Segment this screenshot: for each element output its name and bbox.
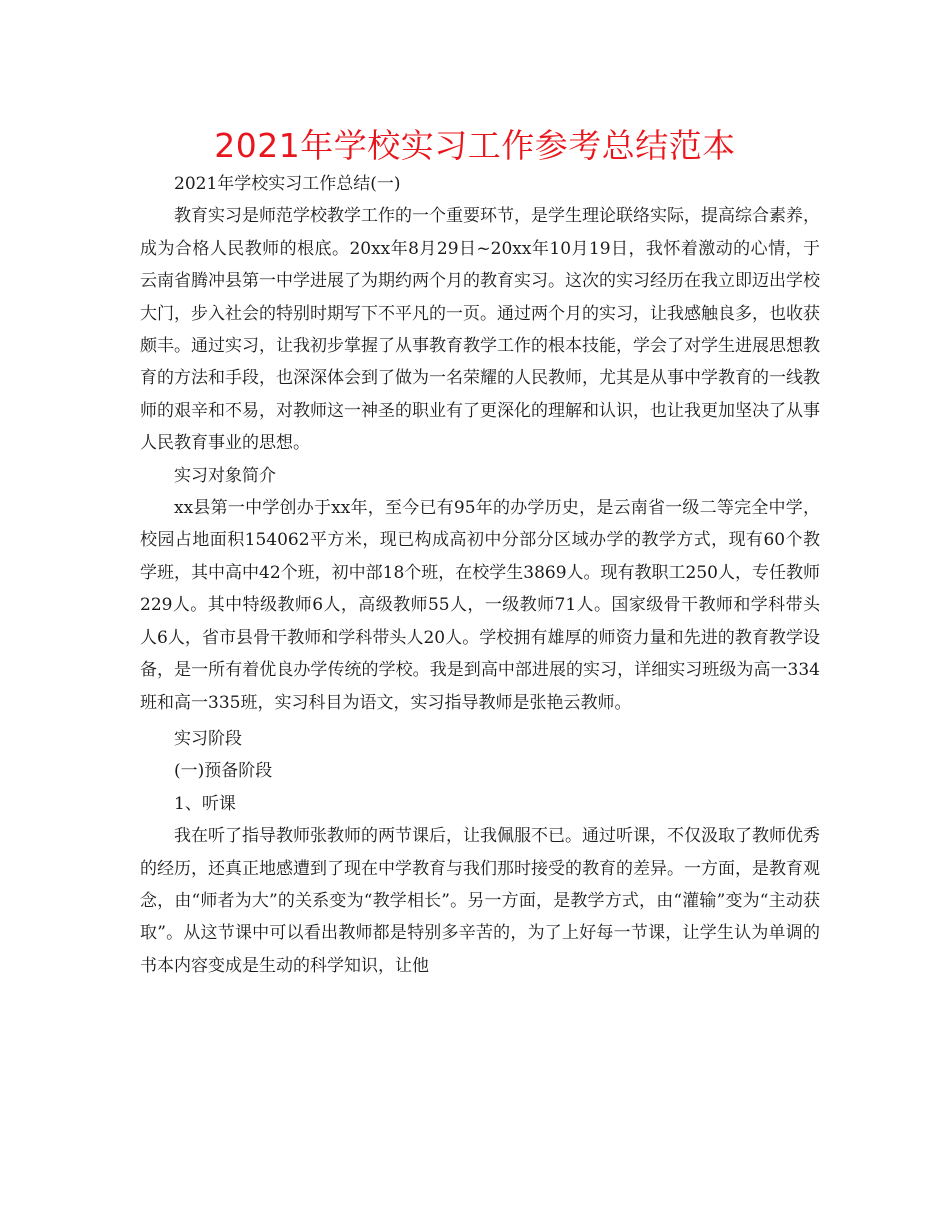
- section-heading: 1、听课: [174, 793, 236, 814]
- section-heading: (一)预备阶段: [174, 761, 273, 782]
- section-heading: 实习阶段: [174, 728, 242, 749]
- document-title: 2021年学校实习工作参考总结范本: [214, 126, 736, 165]
- document-body: [140, 168, 820, 982]
- section-heading: 实习对象简介: [174, 465, 276, 486]
- body-paragraph: 教育实习是师范学校教学工作的一个重要环节，是学生理论联络实际，提高综合素养，成为合格人民教师的根底。20xx年8月29日~20xx年10月19日，我怀着激动的心情，于云南省腾冲县第一中学进展了为期约两个月的教育实习。这次的实习经历在我立即迈出学校大门，步入社会的特别时期写下不平凡的一页。通过两个月的实习，让我感触良多，也收获颇丰。通过实习，让我初步掌握了从事教育教学工作的根本技能，学会了对学生进展思想教育的方法和手段，也深深体会到了做为一名荣耀的人民教师，尤其是从事中学教育的一线教师的艰辛和不易，对教师这一神圣的职业有了更深化的理解和认识，也让我更加坚决了从事人民教育事业的思想。: [140, 206, 820, 454]
- section-heading: 2021年学校实习工作总结(一): [174, 174, 401, 194]
- body-paragraph: 我在听了指导教师张教师的两节课后，让我佩服不已。通过听课，不仅汲取了教师优秀的经历，还真正地感遭到了现在中学教育与我们那时接受的教育的差异。一方面，是教育观念，由“师者为大”的关系变为“教学相长”。另一方面，是教学方式，由“灌输”变为“主动获取”。从这节课中可以看出教师都是特别多辛苦的，为了上好每一节课，让学生认为单调的书本内容变成是生动的科学知识，让他: [140, 826, 820, 976]
- body-paragraph: xx县第一中学创办于xx年，至今已有95年的办学历史，是云南省一级二等完全中学，校园占地面积154062平方米，现已构成高初中分部分区域办学的教学方式，现有60个教学班，其中高中42个班，初中部18个班，在校学生3869人。现有教职工250人，专任教师229人。其中特级教师6人，高级教师55人，一级教师71人。国家级骨干教师和学科带头人6人，省市县骨干教师和学科带头人20人。学校拥有雄厚的师资力量和先进的教育教学设备，是一所有着优良办学传统的学校。我是到高中部进展的实习，详细实习班级为高一334班和高一335班，实习科目为语文，实习指导教师是张艳云教师。: [140, 498, 820, 713]
